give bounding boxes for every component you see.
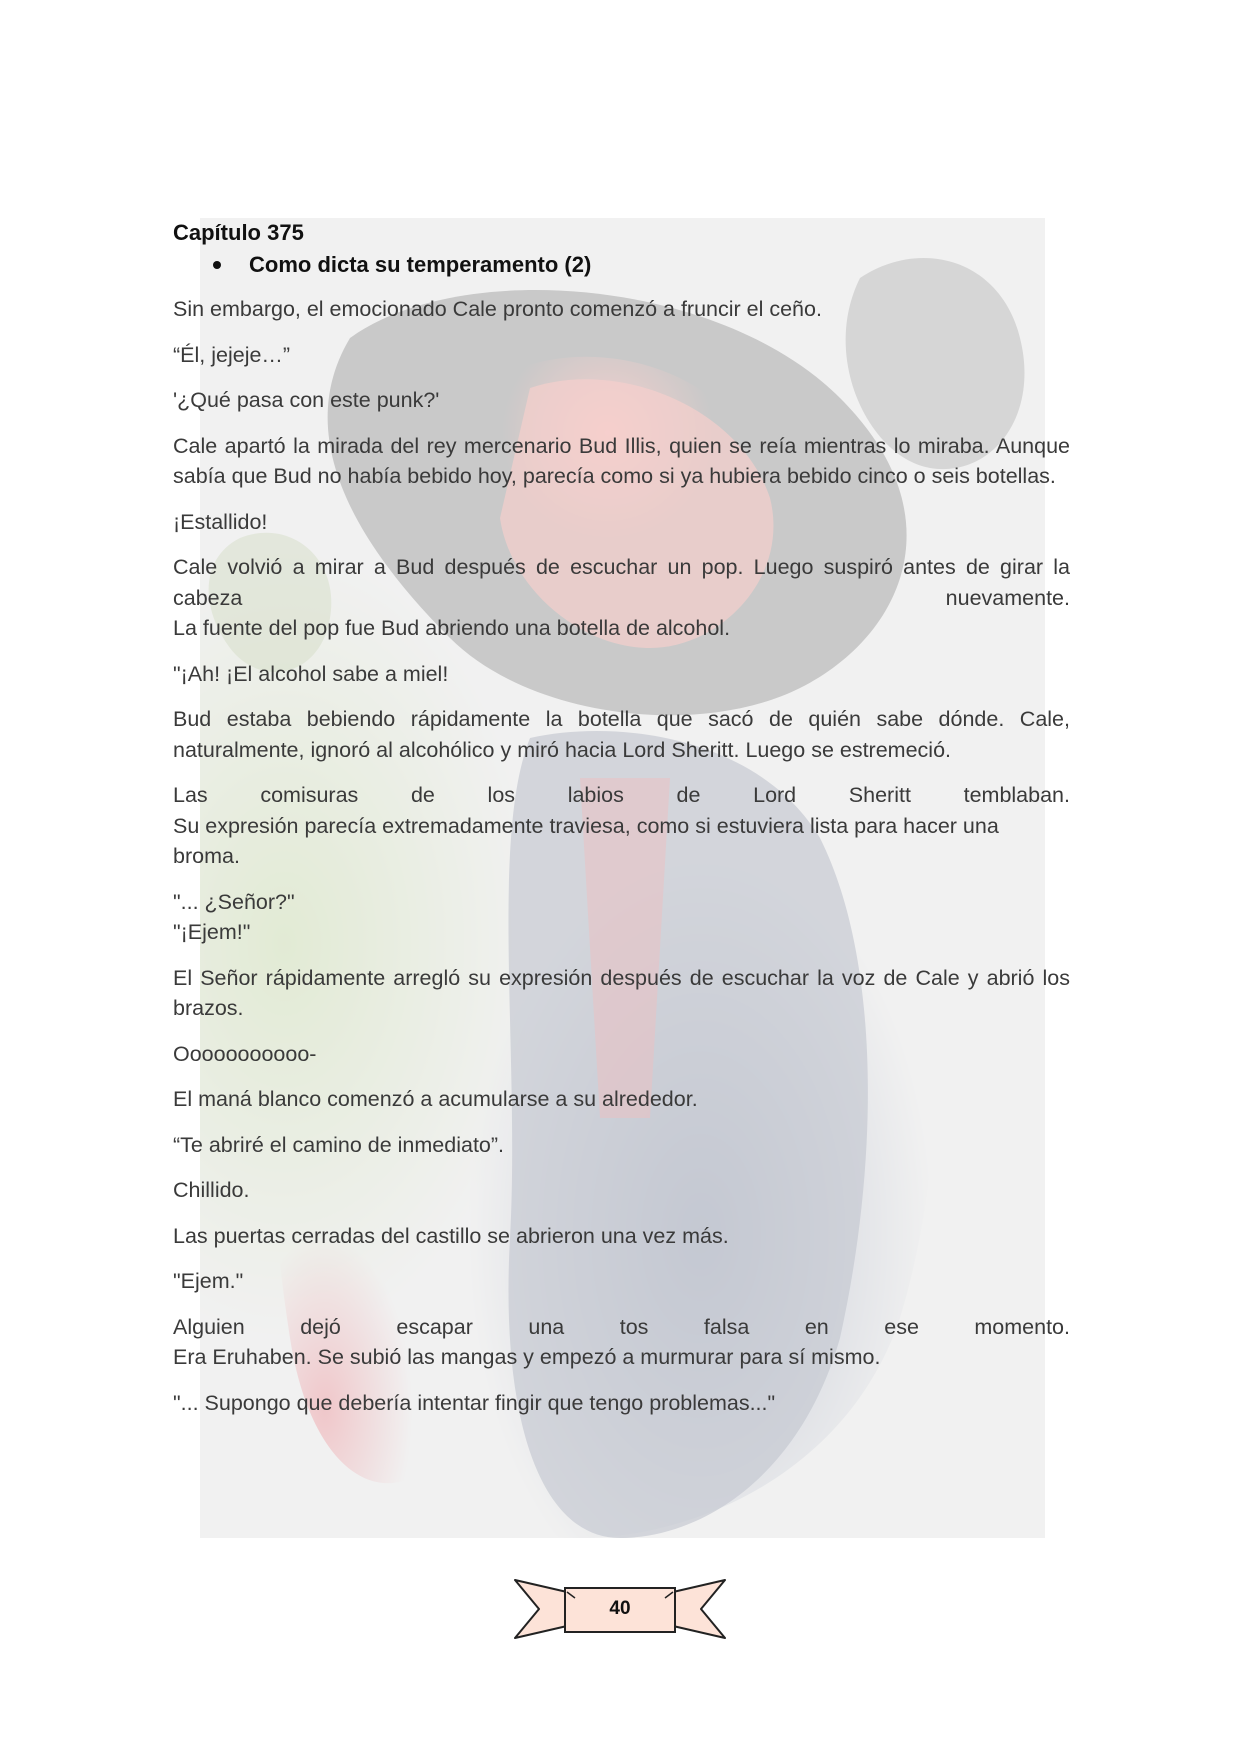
bullet-icon [213,261,221,269]
paragraph-line: Las comisuras de los labios de Lord Sheritt temblaban. [173,783,1070,807]
paragraph: Sin embargo, el emocionado Cale pronto comenzó a fruncir el ceño. [173,297,822,321]
paragraph-line: Cale volvió a mirar a Bud después de escuchar un pop. Luego suspiró antes de girar la cabeza nuevamente. [173,555,1070,610]
paragraph [173,1312,1070,1373]
paragraph [173,780,1070,872]
paragraph [173,887,1070,948]
paragraph: “Él, jejeje…” [173,342,291,367]
paragraph-line: La fuente del pop fue Bud abriendo una botella de alcohol. [173,616,731,640]
chapter-title: Capítulo 375 [173,220,304,245]
chapter-subtitle-item [173,250,1070,280]
paragraph: Las puertas cerradas del castillo se abrieron una vez más. [173,1223,729,1248]
paragraph [173,552,1070,644]
paragraph: Ooooooooooo- [173,1041,317,1066]
paragraph-line: Su expresión parecía extremadamente traviesa, como si estuviera lista para hacer una broma. [173,813,999,868]
page-number: 40 [609,1598,631,1619]
text-content [173,218,1070,1433]
paragraph-line: Era Eruhaben. Se subió las mangas y empezó a murmurar para sí mismo. [173,1345,881,1369]
paragraph: ¡Estallido! [173,509,268,534]
paragraph: El Señor rápidamente arregló su expresión después de escuchar la voz de Cale y abrió los brazos. [173,965,1070,1020]
paragraph: El maná blanco comenzó a acumularse a su alrededor. [173,1087,698,1111]
paragraph: '¿Qué pasa con este punk?' [173,388,440,412]
paragraph: "¡Ah! ¡El alcohol sabe a miel! [173,661,449,686]
paragraph-line: Alguien dejó escapar una tos falsa en ese momento. [173,1314,1070,1339]
paragraph: "... Supongo que debería intentar fingir que tengo problemas..." [173,1390,776,1415]
paragraph: “Te abriré el camino de inmediato”. [173,1132,505,1157]
page-number-banner [513,1578,727,1640]
paragraph-line: "... ¿Señor?" [173,889,295,914]
paragraph: "Ejem." [173,1269,244,1293]
chapter-subtitle: Como dicta su temperamento (2) [249,252,592,277]
paragraph-line: "¡Ejem!" [173,920,251,944]
paragraph: Bud estaba bebiendo rápidamente la botella que sacó de quién sabe dónde. Cale, naturalmente, ignoró al alcohólico y miró hacia Lord Sheritt. Luego se estremeció. [173,707,1070,762]
paragraph: Chillido. [173,1178,250,1202]
paragraph: Cale apartó la mirada del rey mercenario Bud Illis, quien se reía mientras lo miraba. Aunque sabía que Bud no había bebido hoy, parecía como si ya hubiera bebido cinco o seis botellas. [173,433,1070,488]
